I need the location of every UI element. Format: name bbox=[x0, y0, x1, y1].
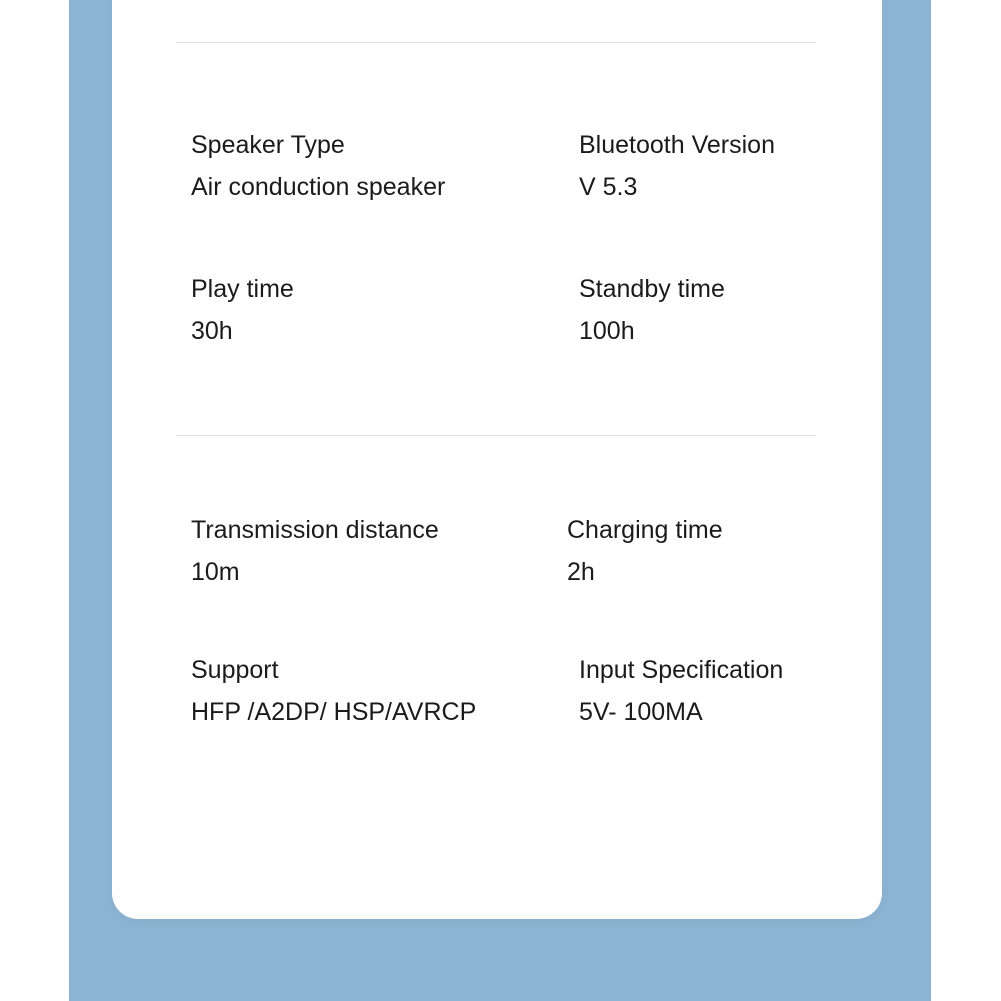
spec-label: Charging time bbox=[567, 516, 723, 544]
spec-value: 5V- 100MA bbox=[579, 698, 703, 726]
spec-value: HFP /A2DP/ HSP/AVRCP bbox=[191, 698, 477, 726]
spec-value: 2h bbox=[567, 558, 595, 586]
spec-item-support bbox=[191, 653, 476, 729]
specification-grid bbox=[112, 0, 882, 919]
spec-value: V 5.3 bbox=[579, 173, 638, 201]
spec-value: 10m bbox=[191, 558, 240, 586]
spec-value: Air conduction speaker bbox=[191, 173, 446, 201]
spec-item-play-time bbox=[191, 272, 294, 348]
spec-item-speaker-type bbox=[191, 128, 445, 204]
spec-label: Support bbox=[191, 656, 279, 684]
spec-value: 30h bbox=[191, 317, 233, 345]
spec-item-bluetooth-version bbox=[579, 128, 775, 204]
spec-label: Standby time bbox=[579, 275, 725, 303]
spec-item-standby-time bbox=[579, 272, 725, 348]
spec-label: Bluetooth Version bbox=[579, 131, 775, 159]
spec-item-input-specification bbox=[579, 653, 783, 729]
spec-label: Input Specification bbox=[579, 656, 784, 684]
spec-value: 100h bbox=[579, 317, 635, 345]
spec-label: Speaker Type bbox=[191, 131, 345, 159]
spec-label: Play time bbox=[191, 275, 294, 303]
spec-label: Transmission distance bbox=[191, 516, 439, 544]
spec-item-charging-time bbox=[567, 513, 723, 589]
specification-card bbox=[112, 0, 882, 919]
spec-item-transmission-distance bbox=[191, 513, 439, 589]
